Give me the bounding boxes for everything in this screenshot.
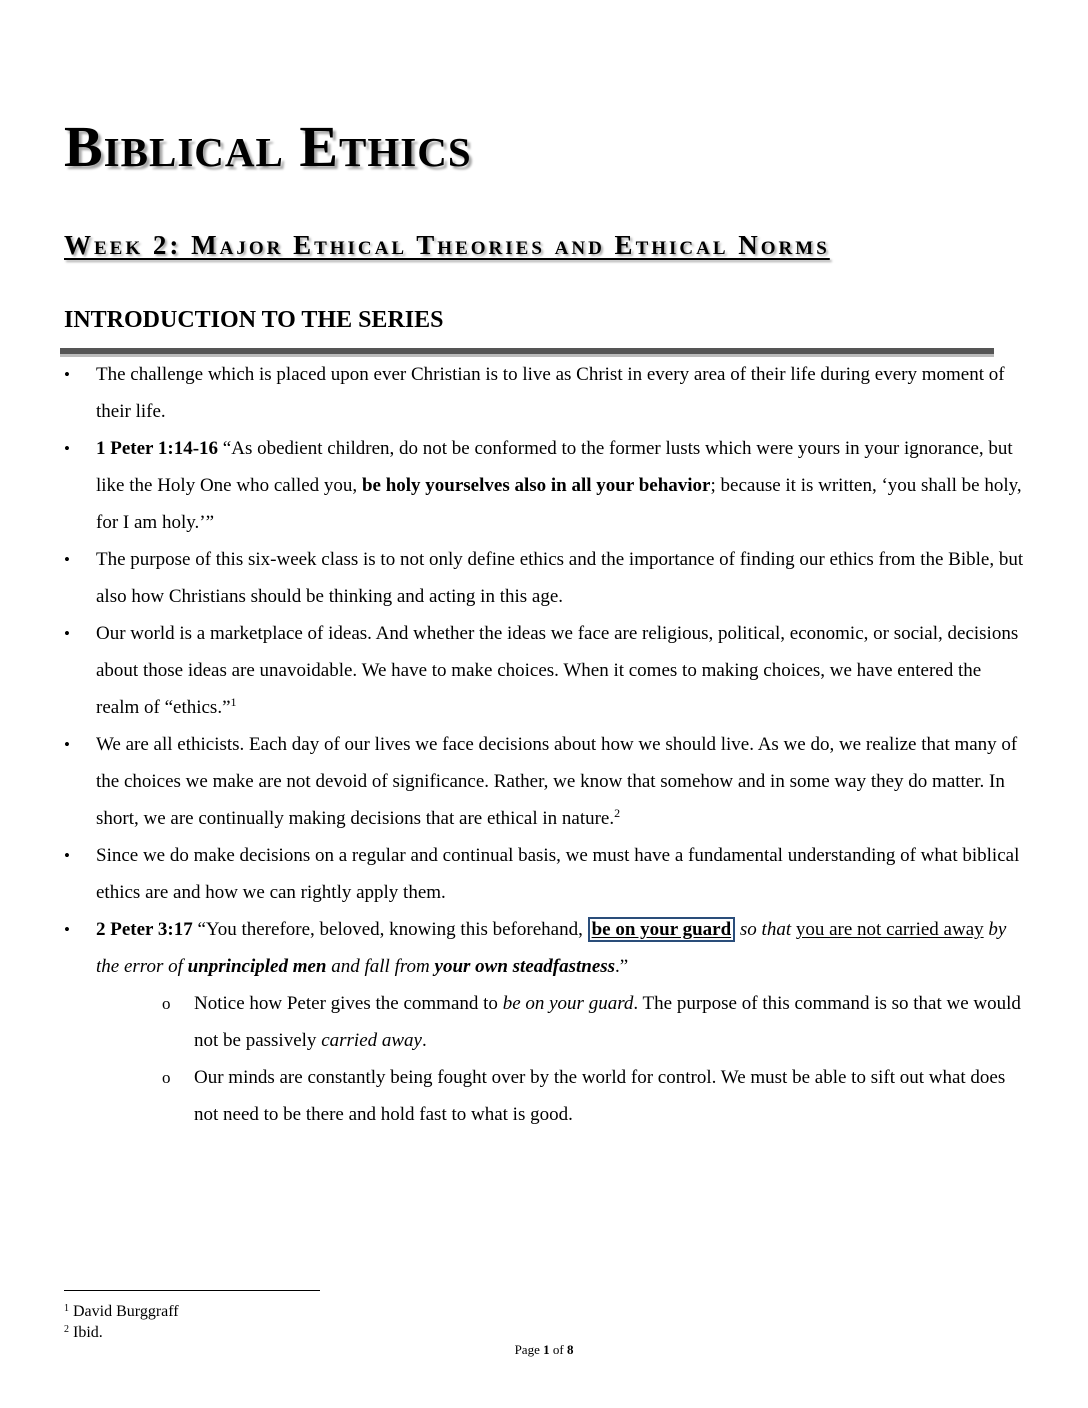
footnote xyxy=(64,1322,179,1343)
of-label: of xyxy=(552,1342,564,1357)
list-item xyxy=(62,356,1028,430)
footnote-text: Ibid. xyxy=(73,1324,103,1341)
list-item xyxy=(62,615,1028,726)
footnote-reference[interactable]: 1 xyxy=(230,695,237,709)
circle-bullet-icon: o xyxy=(162,994,171,1013)
document-title: Biblical Ethics xyxy=(64,114,472,179)
italic-text: be on your guard xyxy=(502,993,634,1014)
list-item-text: Our world is a marketplace of ideas. And whether the ideas we face are religious, political, economic, or social, decisions about those ideas are unavoidable. We have to make choices. When it comes to making choices, we have entered the realm of “ethics.” xyxy=(96,623,1019,718)
italic-text: by the error of xyxy=(96,919,1007,977)
footnote-separator xyxy=(64,1290,320,1291)
sub-item-text: Notice how Peter gives the command to xyxy=(194,993,503,1014)
list-item-text: We are all ethicists. Each day of our lives we face decisions about how we should live. As we do, we realize that many of the choices we make are not devoid of significance. Rather, we know that somehow and in some way they do matter. In short, we are continually making decisions that are ethical in nature. xyxy=(96,734,1018,829)
document-subtitle: Week 2: Major Ethical Theories and Ethical Norms xyxy=(64,230,830,260)
underlined-text: you are not carried away xyxy=(795,919,984,940)
footnote xyxy=(64,1301,179,1322)
scripture-reference: 2 Peter 3:17 xyxy=(96,919,193,940)
list-item xyxy=(62,911,1028,1133)
list-item xyxy=(62,541,1028,615)
list-item xyxy=(62,837,1028,911)
italic-text: so that xyxy=(739,919,792,940)
list-item-text: The challenge which is placed upon ever Christian is to live as Christ in every area of their life during every moment of their life. xyxy=(96,364,1005,422)
list-item-text: Since we do make decisions on a regular and continual basis, we must have a fundamental understanding of what biblical ethics are and how we can rightly apply them. xyxy=(96,845,1020,903)
list-item xyxy=(62,726,1028,837)
sub-item-text: . xyxy=(421,1030,427,1051)
scripture-reference: 1 Peter 1:14-16 xyxy=(96,438,219,459)
italic-text: and fall from xyxy=(331,956,430,977)
footnote-text: David Burggraff xyxy=(73,1303,179,1320)
bullet-icon: • xyxy=(64,846,70,865)
list-item-text: ; because it is written, ‘you shall be holy, for I am holy.’” xyxy=(96,475,1022,533)
list-item-text: The purpose of this six-week class is to not only define ethics and the importance of finding our ethics from the Bible, but also how Christians should be thinking and acting in this age. xyxy=(96,549,1024,607)
footnote-number: 1 xyxy=(64,1303,69,1314)
list-item-text: “As obedient children, do not be conformed to the former lusts which were yours in your ignorance, but like the Holy One who called you, xyxy=(96,438,1013,496)
footnote-number: 2 xyxy=(64,1324,69,1335)
sub-bullet-list xyxy=(96,985,1028,1133)
bullet-icon: • xyxy=(64,920,70,939)
bullet-icon: • xyxy=(64,624,70,643)
bullet-icon: • xyxy=(64,550,70,569)
bullet-icon: • xyxy=(64,365,70,384)
sub-item-text: Our minds are constantly being fought over by the world for control. We must be able to sift out what does not need to be there and hold fast to what is good. xyxy=(194,1067,1006,1125)
bullet-icon: • xyxy=(64,439,70,458)
bullet-list xyxy=(62,356,1028,1133)
list-item-text: “You therefore, beloved, knowing this beforehand, xyxy=(192,919,583,940)
sub-item-text: . The purpose of this command is so that we would not be passively xyxy=(194,993,1021,1051)
footnote-reference[interactable]: 2 xyxy=(614,806,621,820)
italic-text: carried away xyxy=(321,1030,422,1051)
page-label: Page xyxy=(514,1342,540,1357)
bold-italic-text: unprincipled men xyxy=(187,956,327,977)
bold-italic-text: your own steadfastness xyxy=(434,956,616,977)
page-footer xyxy=(0,1342,1088,1358)
highlighted-phrase[interactable] xyxy=(588,917,736,942)
circle-bullet-icon: o xyxy=(162,1068,171,1087)
emphasis-text: be holy yourselves also in all your behavior xyxy=(361,475,711,496)
list-item-text: .” xyxy=(615,956,629,977)
bullet-icon: • xyxy=(64,735,70,754)
document-body xyxy=(62,356,1028,1133)
sub-list-item xyxy=(96,1059,1028,1133)
highlighted-phrase-text: be on your guard xyxy=(591,919,732,940)
page-total: 8 xyxy=(566,1342,574,1357)
section-heading: INTRODUCTION TO THE SERIES xyxy=(64,307,444,333)
sub-list-item xyxy=(96,985,1028,1059)
page-number: 1 xyxy=(543,1342,550,1357)
list-item xyxy=(62,430,1028,541)
footnotes xyxy=(64,1301,179,1343)
